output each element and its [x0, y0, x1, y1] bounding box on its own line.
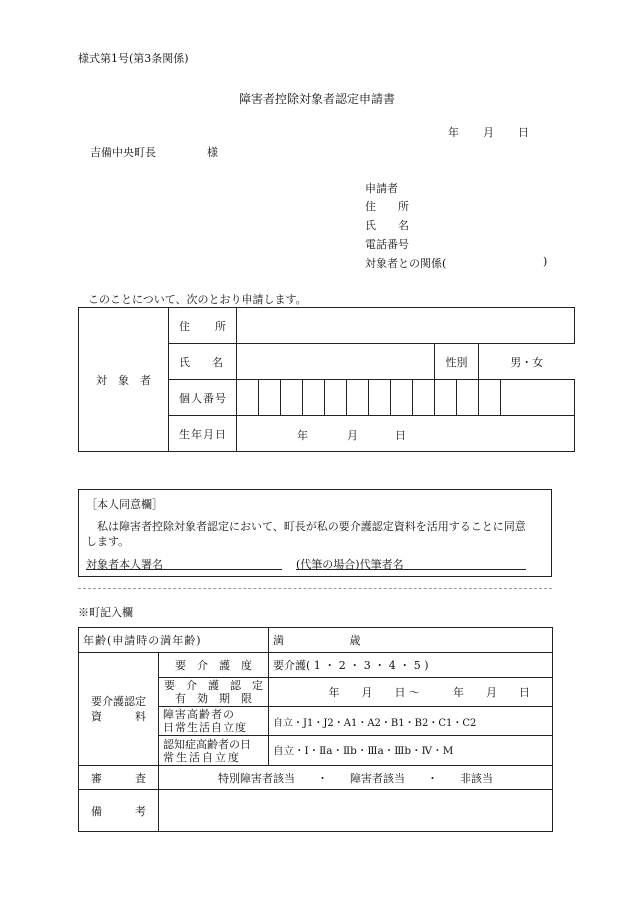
date-day-label: 日: [518, 126, 529, 139]
subject-sex-label: 性別: [435, 344, 479, 380]
subject-side-label: 対 象 者: [79, 308, 169, 452]
subject-name-field[interactable]: [237, 344, 435, 380]
review-label: 審 査: [79, 766, 159, 790]
subject-sex-options[interactable]: 男・女: [479, 344, 575, 380]
remarks-label: 備 考: [79, 790, 159, 832]
applicant-address-label: 住 所: [365, 200, 409, 213]
dementia-label-line1: 認知症高齢者の日: [163, 737, 251, 751]
mynumber-digit-box[interactable]: [303, 380, 325, 416]
dob-year-label: 年: [297, 429, 308, 442]
mynumber-digit-box[interactable]: [325, 380, 347, 416]
office-table: [78, 627, 553, 832]
applicant-name-label: 氏 名: [365, 219, 409, 232]
applicant-phone-label: 電話番号: [365, 238, 409, 251]
mynumber-digit-box[interactable]: [435, 380, 457, 416]
mynumber-digit-box[interactable]: [413, 380, 435, 416]
mynumber-digit-box[interactable]: [347, 380, 369, 416]
consent-text-line1: 私は障害者控除対象者認定において、町長が私の要介護認定資料を活用することに同意: [86, 520, 526, 533]
subject-dob-field[interactable]: [237, 416, 575, 452]
elderly-label: [159, 707, 269, 736]
subject-name-label: 氏 名: [169, 344, 237, 380]
applicant-relation-label: 対象者との関係(: [365, 257, 447, 270]
valid-label-line2: 有 効 期 限: [175, 692, 252, 705]
age-suffix: 歳: [349, 634, 361, 647]
consent-heading: ［本人同意欄］: [86, 498, 163, 511]
age-prefix: 満: [273, 634, 284, 647]
dementia-label: [159, 736, 269, 766]
dementia-value[interactable]: 自立・Ⅰ・Ⅱa・Ⅱb・Ⅲa・Ⅲb・Ⅳ・M: [269, 736, 553, 766]
review-value[interactable]: 特別障害者該当 ・ 障害者該当 ・ 非該当: [159, 766, 553, 790]
age-field[interactable]: [269, 628, 553, 653]
dob-month-label: 月: [347, 429, 358, 442]
mynumber-digit-box[interactable]: [281, 380, 303, 416]
mynumber-digit-box[interactable]: [369, 380, 391, 416]
mynumber-digit-box[interactable]: [457, 380, 479, 416]
applicant-heading: 申請者: [365, 182, 398, 195]
care-side-label: [79, 653, 159, 766]
care-side-label-line2: 資 料: [91, 710, 146, 723]
page-title: 障害者控除対象者認定申請書: [239, 92, 396, 106]
valid-label-line1: 要 介 護 認 定: [164, 679, 263, 692]
mynumber-digit-box[interactable]: [237, 380, 259, 416]
subject-table: [78, 307, 575, 452]
consent-sign-proxy-line[interactable]: [296, 569, 526, 570]
subject-mynumber-label: 個人番号: [169, 380, 237, 416]
elderly-label-line2: 日常生活自立度: [163, 721, 247, 734]
section-divider: [78, 588, 552, 589]
addressee-honorific: 様: [207, 146, 218, 159]
mynumber-digit-box[interactable]: [391, 380, 413, 416]
age-label: 年齢(申請時の満年齢): [79, 628, 269, 653]
subject-dob-label: 生年月日: [169, 416, 237, 452]
consent-sign-self-label: 対象者本人署名: [86, 558, 163, 571]
addressee-name: 吉備中央町長: [90, 146, 156, 159]
consent-sign-proxy-label: (代筆の場合)代筆者名: [296, 558, 404, 571]
care-level-label: 要 介 護 度: [159, 653, 269, 678]
care-level-value[interactable]: 要介護( 1 ・ 2 ・ 3 ・ 4 ・ 5 ): [269, 653, 553, 678]
office-heading: ※町記入欄: [78, 606, 133, 619]
subject-address-label: 住 所: [169, 308, 237, 344]
dob-day-label: 日: [395, 429, 406, 442]
care-side-label-line1: 要介護認定: [91, 695, 146, 708]
valid-label: [159, 678, 269, 707]
consent-text-line2: します。: [86, 535, 130, 548]
mynumber-digit-box[interactable]: [259, 380, 281, 416]
mynumber-digit-box[interactable]: [479, 380, 501, 416]
intro-text: このことについて、次のとおり申請します。: [88, 293, 307, 306]
consent-sign-self-line[interactable]: [86, 569, 282, 570]
date-month-label: 月: [483, 126, 494, 139]
subject-address-field[interactable]: [237, 308, 575, 344]
applicant-relation-close: ): [543, 255, 548, 268]
elderly-value[interactable]: 自立・J1・J2・A1・A2・B1・B2・C1・C2: [269, 707, 553, 736]
date-year-label: 年: [448, 126, 459, 139]
valid-value[interactable]: 年 月 日 〜 年 月 日: [269, 678, 553, 707]
remarks-field[interactable]: [159, 790, 553, 832]
form-number: 様式第1号(第3条関係): [78, 52, 189, 65]
elderly-label-line1: 障害高齢者の: [163, 708, 235, 721]
dementia-label-line2: 常生活自立度: [163, 750, 241, 764]
mynumber-blank: [501, 380, 575, 416]
